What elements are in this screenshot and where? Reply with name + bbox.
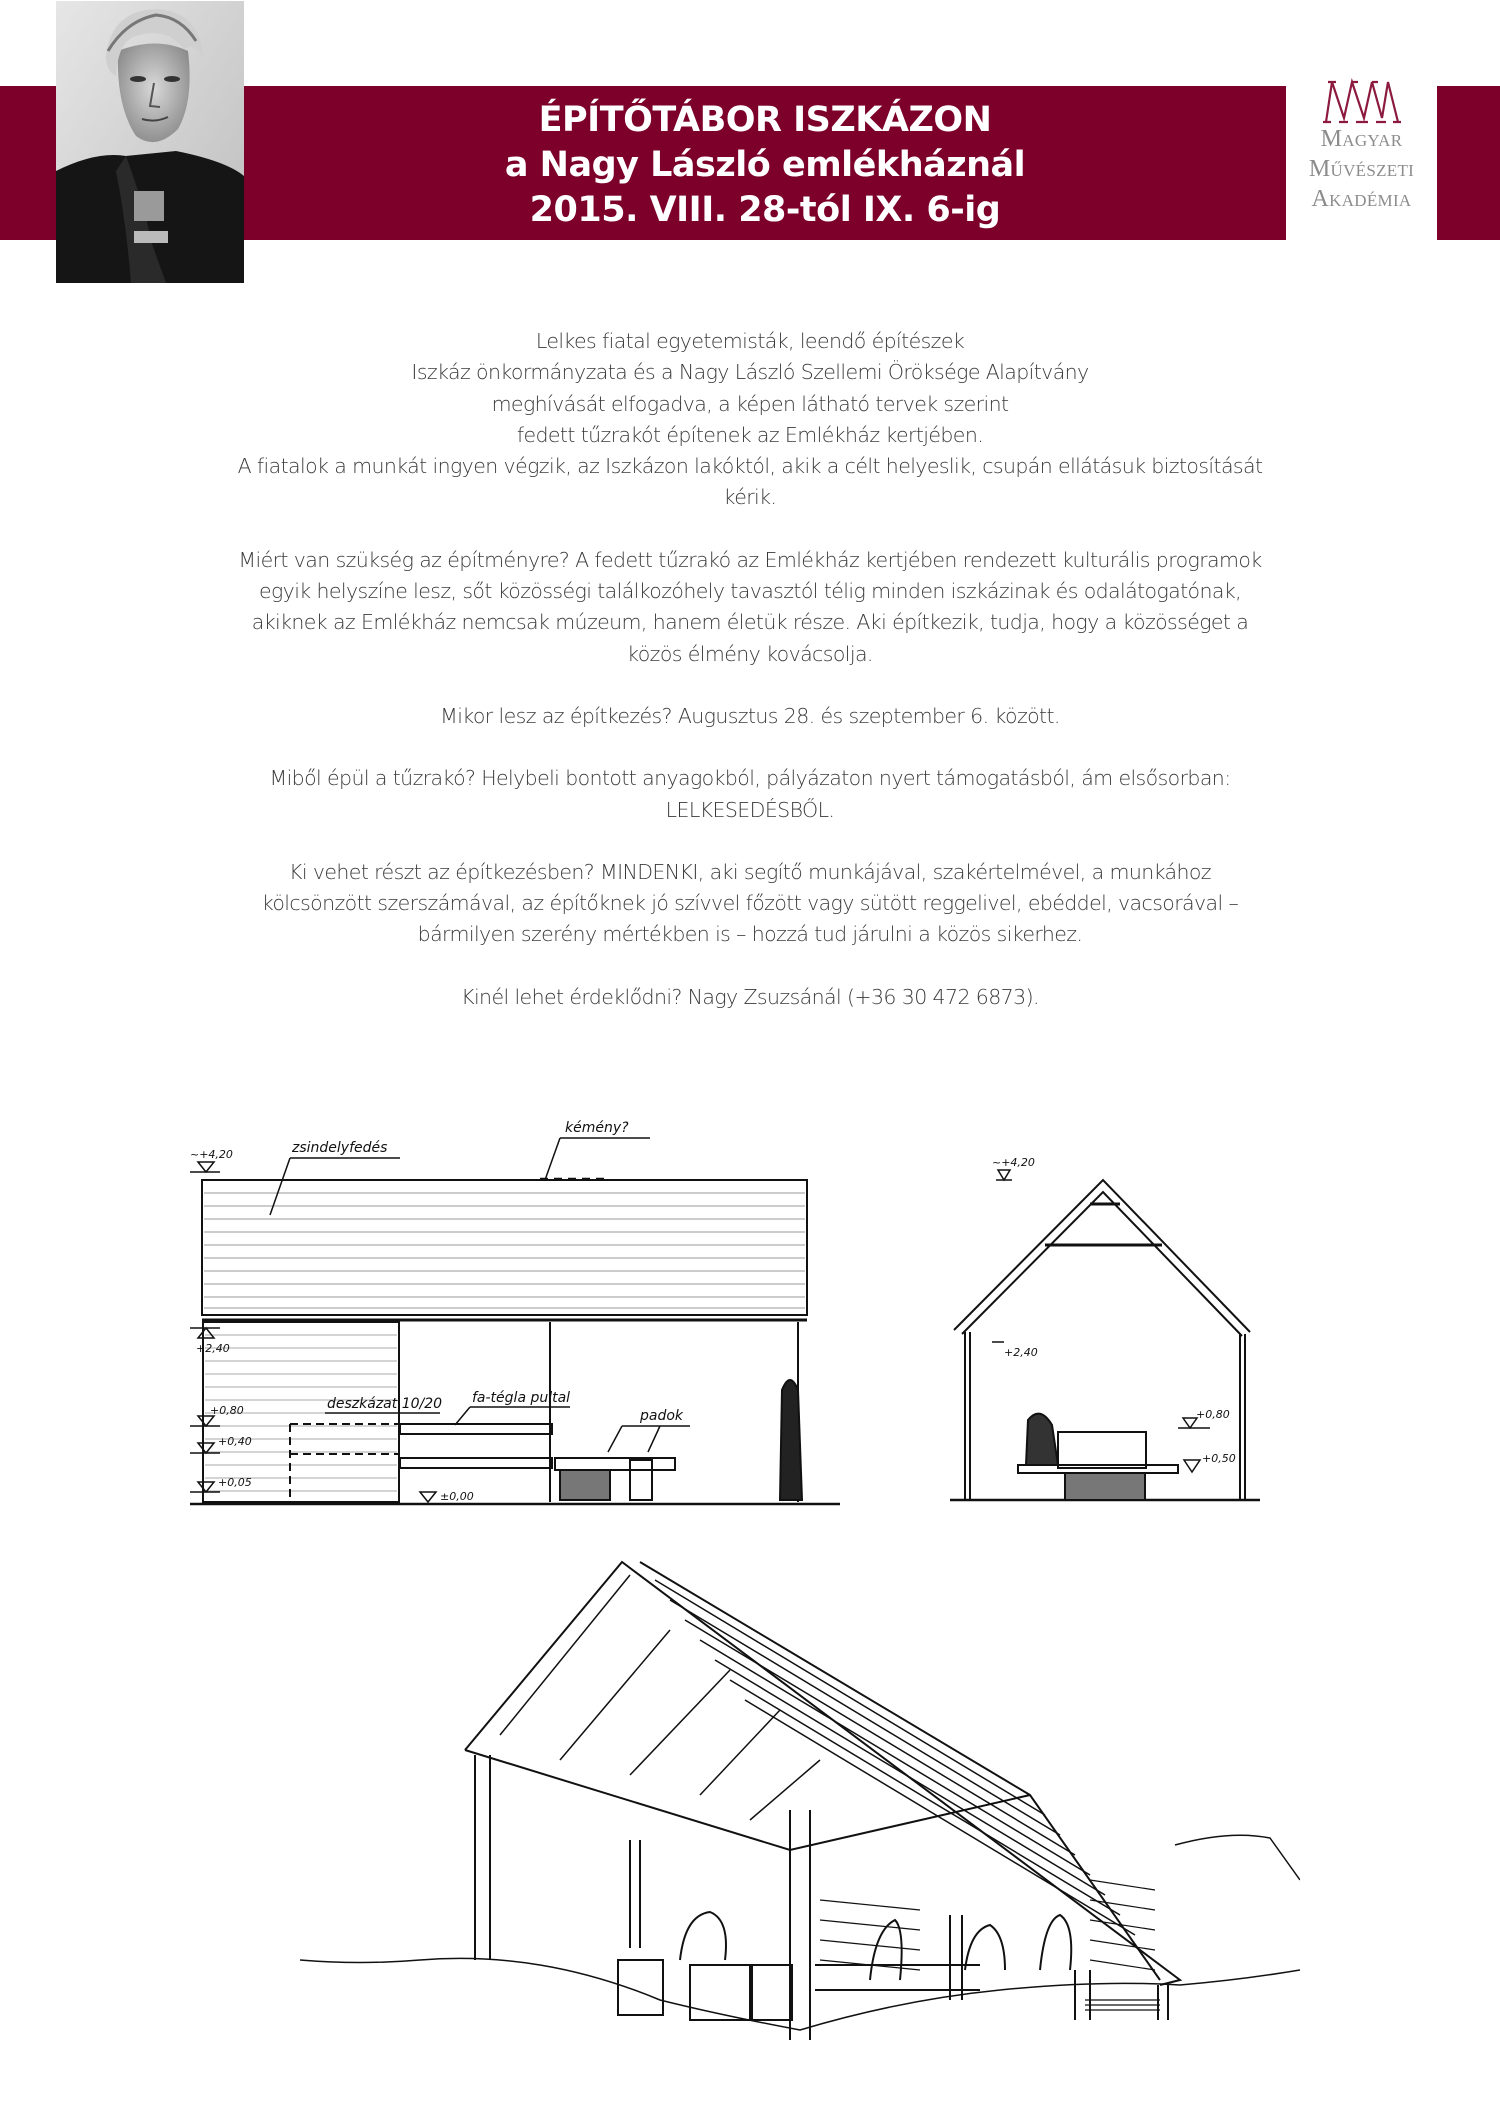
text-line: A fiatalok a munkát ingyen végzik, az Iszkázon lakóktól, akik a célt helyeslik, csupán ellátásuk biztosítását	[237, 454, 1263, 479]
title-line-2: a Nagy László emlékháznál	[504, 145, 1026, 185]
label-bench: padok	[640, 1408, 684, 1424]
paragraph-materials	[130, 763, 1370, 826]
title-line-1: ÉPÍTŐTÁBOR ISZKÁZON	[538, 100, 992, 140]
text-line: közös élmény kovácsolja.	[627, 641, 873, 666]
page-title	[244, 98, 1286, 233]
text-line: Miért van szükség az építményre? A fedett tűzrakó az Emlékház kertjében rendezett kulturális programok	[238, 547, 1262, 572]
label-counter: fa-tégla pultal	[472, 1390, 571, 1406]
text-line: Mikor lesz az építkezés? Augusztus 28. és szeptember 6. között.	[440, 703, 1060, 728]
level-top: ~+4,20	[190, 1148, 233, 1161]
text-line: Kinél lehet érdeklődni? Nagy Zsuzsánál (+36 30 472 6873).	[461, 984, 1039, 1009]
side-elevation-sketch	[190, 1090, 840, 1530]
text-line: bármilyen szerény mértékben is – hozzá tud járulni a közös sikerhez.	[417, 922, 1083, 947]
level-floor: +0,05	[218, 1476, 252, 1489]
level-zero: ±0,00	[440, 1490, 474, 1503]
body-text	[130, 326, 1370, 1044]
label-roof: zsindelyfedés	[292, 1140, 388, 1156]
section-level-top: ~+4,20	[992, 1156, 1035, 1169]
title-line-3: 2015. VIII. 28-tól IX. 6-ig	[529, 190, 1001, 230]
header-band-right	[1437, 86, 1500, 240]
mma-logo-mark	[1322, 78, 1402, 124]
paragraph-intro	[130, 326, 1370, 514]
paragraph-when	[130, 701, 1370, 732]
logo-line-magyar: Magyar	[1320, 126, 1403, 152]
section-level-eaves: +2,40	[1004, 1346, 1038, 1359]
paragraph-contact	[130, 982, 1370, 1013]
text-line: kölcsönzött szerszámával, az építőknek jó szívvel főzött vagy sütött reggelivel, ebéddel, vacsorával –	[261, 891, 1239, 916]
perspective-sketch	[300, 1560, 1300, 2100]
text-line: Lelkes fiatal egyetemisták, leendő építészek	[535, 329, 965, 353]
text-line: fedett tűzrakót építenek az Emlékház kertjében.	[516, 422, 984, 447]
text-line: Iszkáz önkormányzata és a Nagy László Szellemi Öröksége Alapítvány	[411, 360, 1089, 385]
logo-line-akademia: Akadémia	[1311, 186, 1412, 212]
label-chimney: kémény?	[565, 1120, 629, 1136]
cross-section-sketch	[940, 1120, 1270, 1520]
level-bench: +0,40	[218, 1435, 252, 1448]
portrait-photo	[56, 1, 244, 283]
logo-line-muveszeti: Művészeti	[1308, 156, 1415, 182]
text-line: Miből épül a tűzrakó? Helybeli bontott anyagokból, pályázaton nyert támogatásból, ám elsősorban:	[269, 766, 1231, 791]
label-wall: deszkázat 10/20	[327, 1396, 443, 1412]
paragraph-why	[130, 545, 1370, 670]
text-line: LELKESEDÉSBŐL.	[665, 797, 835, 822]
text-line: Ki vehet részt az építkezésben? MINDENKI, aki segítő munkájával, szakértelmével, a munkához	[289, 859, 1211, 884]
section-level-counter: +0,80	[1196, 1408, 1230, 1421]
level-counter: +0,80	[210, 1404, 244, 1417]
text-line: meghívását elfogadva, a képen látható tervek szerint	[491, 391, 1009, 416]
text-line: egyik helyszíne lesz, sőt közösségi találkozóhely tavasztól télig minden iszkázinak és odalátogatónak,	[258, 579, 1242, 604]
portrait-image	[56, 1, 244, 283]
paragraph-who	[130, 857, 1370, 951]
text-line: kérik.	[723, 485, 777, 510]
level-eaves: +2,40	[196, 1342, 230, 1355]
mma-logo	[1286, 76, 1437, 248]
section-level-bench: +0,50	[1202, 1452, 1236, 1465]
text-line: akiknek az Emlékház nemcsak múzeum, hanem életük része. Aki építkezik, tudja, hogy a közösséget a	[251, 610, 1249, 635]
